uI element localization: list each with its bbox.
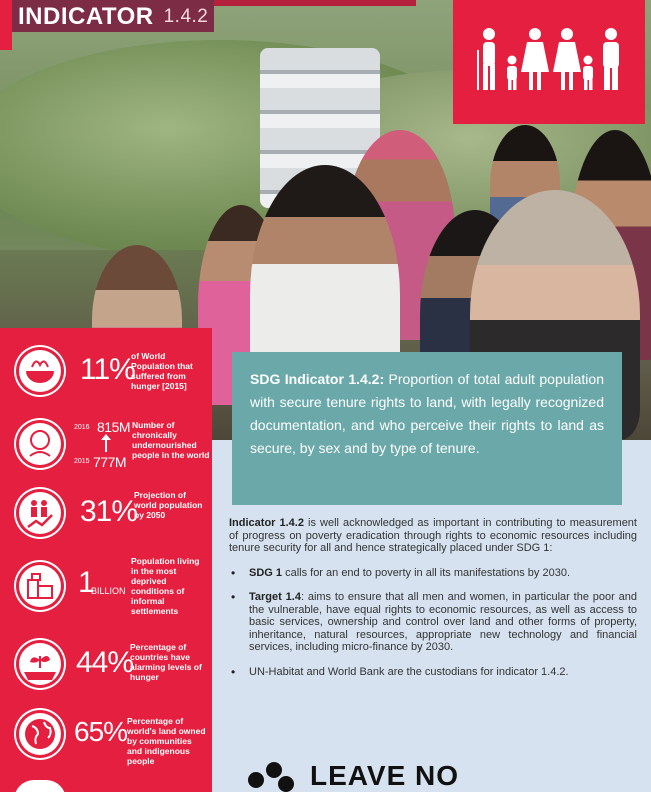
stat-value: 31% — [80, 495, 138, 528]
body-text — [229, 517, 637, 690]
list-item — [229, 591, 637, 654]
family-growth-icon — [14, 487, 66, 539]
stat-value: 815M — [97, 419, 131, 435]
stat-year: 2015 — [74, 458, 90, 465]
list-item — [229, 567, 637, 580]
indicator-number: 1.4.2 — [163, 6, 209, 27]
globe-icon — [14, 708, 66, 760]
callout-lead: SDG Indicator 1.4.2: — [250, 371, 385, 387]
family-icon — [475, 26, 625, 96]
list-item — [229, 666, 637, 679]
stat-hunger-countries — [0, 634, 212, 704]
stat-year: 2016 — [74, 424, 90, 431]
stat-description: Population living in the most deprived conditions of informal settlements — [131, 556, 200, 616]
intro-bold: Indicator 1.4.2 — [229, 517, 304, 529]
stat-description: Percentage of world's land owned by communities and indigenous people — [127, 716, 206, 766]
leave-no-one-behind-logo — [248, 760, 459, 792]
list-item-text: calls for an end to poverty in all its manifestations by 2030. — [282, 566, 571, 579]
stat-population — [0, 485, 212, 555]
logo-text: LEAVE NO — [310, 760, 460, 791]
dots-icon — [248, 760, 300, 792]
list-item-text: : aims to ensure that all men and women, in particular the poor and the vulnerable, have equal rights to economic resources, as well as access to basic services, ownership and control over land and other forms of property, inheritance, natural resources, appropriate new technology and financial services, including micro-finance by 2030. — [249, 591, 637, 653]
header-accent — [0, 0, 12, 50]
indicator-definition-callout — [232, 352, 622, 505]
stat-value: 1 — [78, 566, 94, 599]
stat-hunger — [0, 341, 212, 411]
stat-settlements — [0, 554, 212, 624]
plant-ground-icon — [14, 638, 66, 690]
stat-land-ownership — [0, 706, 212, 776]
stat-unit: BILLION — [91, 586, 126, 596]
sdg-goal-badge — [453, 0, 645, 124]
stat-description: Percentage of countries have alarming levels of hunger — [130, 642, 202, 682]
arrow-up-icon — [105, 438, 107, 452]
intro-paragraph — [229, 517, 637, 555]
settlement-icon — [14, 560, 66, 612]
stat-description: of World Population that suffered from hunger [2015] — [131, 351, 193, 391]
stat-value: 777M — [93, 454, 127, 470]
intro-text: is well acknowledged as important in contributing to measurement of progress on poverty eradication through rights to economic resources including tenure security for all and hence strategically placed under SDG 1: — [229, 517, 637, 554]
stat-undernourished — [0, 412, 212, 482]
stats-panel — [0, 328, 212, 792]
bullet-list — [229, 567, 637, 679]
food-bowl-icon — [14, 345, 66, 397]
list-item-bold: Target 1.4 — [249, 591, 301, 603]
page-title-text: INDICATOR — [18, 3, 154, 30]
stat-description: Number of chronically undernourished people in the world — [132, 420, 210, 460]
page-title — [12, 0, 214, 32]
list-item-bold: SDG 1 — [249, 566, 283, 579]
stat-value: 11% — [80, 353, 135, 386]
child-face-icon — [14, 418, 66, 470]
callout-text: Proportion of total adult population with secure tenure rights to land, with legally recognized documentation, and who perceive their rights to land as secure, by sex and by type of tenure. — [250, 371, 604, 456]
stat-value: 44% — [76, 646, 134, 679]
stat-description: Projection of world population by 2050 — [134, 490, 203, 520]
stat-icon-partial — [14, 780, 66, 792]
list-item-text: UN-Habitat and World Bank are the custodians for indicator 1.4.2. — [249, 665, 569, 678]
stat-value: 65% — [74, 716, 128, 747]
